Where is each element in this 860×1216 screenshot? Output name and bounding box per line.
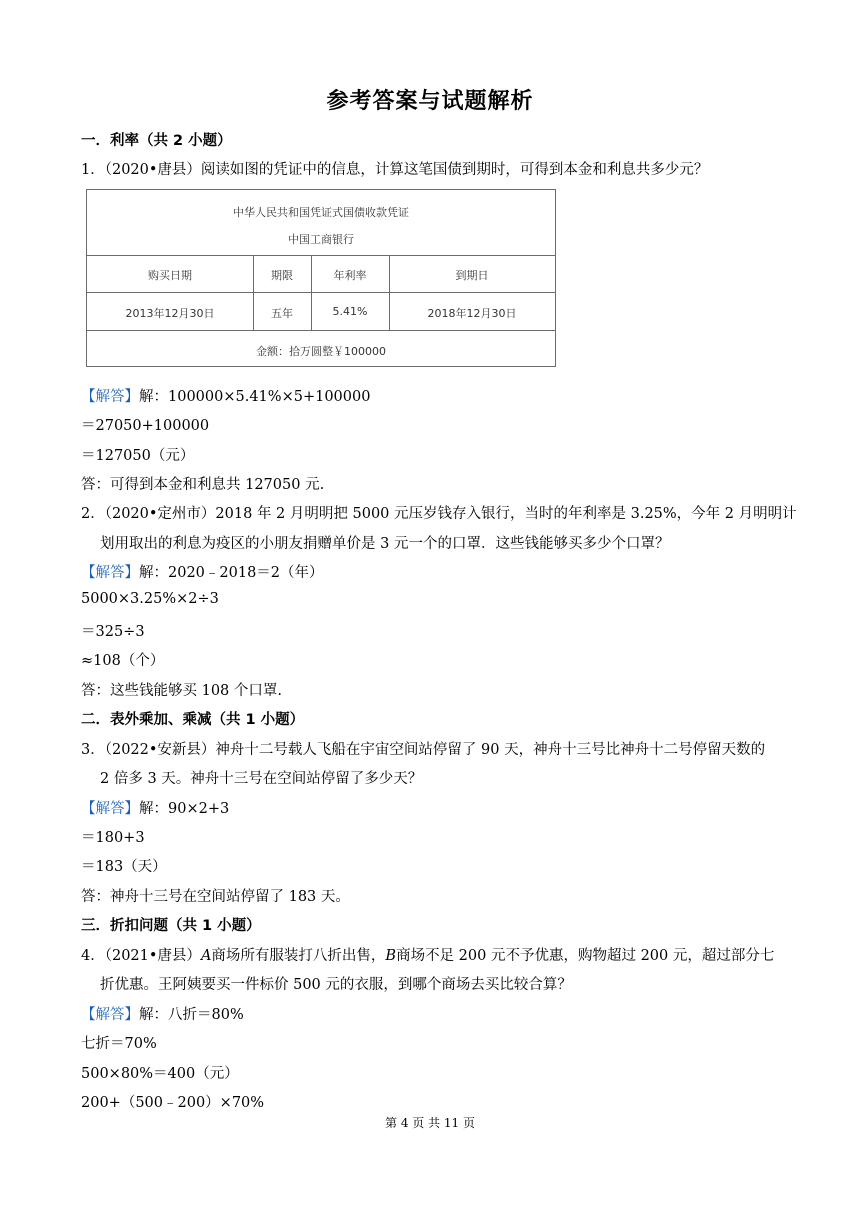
answer-line — [81, 1003, 781, 1024]
question-2-text: 2．（2020•定州市）2018 年 2 月明明把 5000 元压岁钱存入银行，当时的年利率是 3.25%，今年 2 月明明计 — [81, 506, 797, 522]
answer-text: 解：八折＝80% — [139, 1007, 244, 1023]
certificate-amount: 金额：拾万圆整￥100000 — [256, 345, 386, 358]
answer-tag: 【解答】 — [81, 389, 139, 405]
certificate-header-cell: 年利率 — [333, 269, 367, 282]
variable-a: A — [200, 948, 212, 964]
question-4-text-cont: 折优惠。王阿姨要买一件标价 500 元的衣服，到哪个商场去买比较合算？ — [100, 977, 572, 993]
answer-conclusion: 答：神舟十三号在空间站停留了 183 天。 — [81, 889, 350, 905]
answer-step: ≈108（个） — [81, 653, 165, 669]
answer-step: ＝127050（元） — [81, 448, 195, 464]
question-4-part: 商场所有服装打八折出售， — [211, 948, 386, 964]
certificate-bank: 中国工商银行 — [288, 233, 354, 246]
page-title: 参考答案与试题解析 — [326, 89, 534, 114]
page-number: 第 4 页 共 11 页 — [385, 1116, 475, 1130]
certificate-header-cell: 到期日 — [455, 269, 489, 282]
answer-step: 200+（500﹣200）×70% — [81, 1095, 265, 1111]
variable-b: B — [385, 948, 397, 964]
answer-line — [81, 385, 781, 406]
answer-conclusion: 答：可得到本金和利息共 127050 元. — [81, 477, 325, 493]
answer-step: ＝180+3 — [81, 830, 145, 846]
certificate-divider — [87, 292, 555, 293]
question-4-prefix: 4．（2021•唐县） — [81, 948, 201, 964]
certificate-value-cell: 五年 — [271, 307, 293, 320]
answer-line — [81, 561, 781, 582]
certificate-header-cell: 购买日期 — [148, 269, 192, 282]
certificate-divider — [87, 330, 555, 331]
answer-text: 解：100000×5.41%×5+100000 — [139, 389, 371, 405]
question-2-text-cont: 划用取出的利息为疫区的小朋友捐赠单价是 3 元一个的口罩．这些钱能够买多少个口罩？ — [100, 536, 670, 552]
answer-conclusion: 答：这些钱能够买 108 个口罩. — [81, 683, 283, 699]
section-heading-3: 三．折扣问题（共 1 小题） — [81, 918, 261, 934]
answer-text: 解：90×2+3 — [139, 801, 230, 817]
bond-certificate-image — [86, 189, 556, 367]
question-3-text: 3．（2022•安新县）神舟十二号载人飞船在宇宙空间站停留了 90 天，神舟十三号比神舟十二号停留天数的 — [81, 742, 766, 758]
certificate-value-cell: 2013年12月30日 — [125, 307, 215, 320]
answer-tag: 【解答】 — [81, 565, 139, 581]
answer-tag: 【解答】 — [81, 1007, 139, 1023]
answer-step: ＝27050+100000 — [81, 418, 210, 434]
answer-step: 500×80%＝400（元） — [81, 1066, 239, 1082]
certificate-value-cell: 2018年12月30日 — [427, 307, 517, 320]
question-4-text — [81, 944, 781, 965]
question-1-text: 1．（2020•唐县）阅读如图的凭证中的信息，计算这笔国债到期时，可得到本金和利息共多少元？ — [81, 162, 709, 178]
certificate-title: 中华人民共和国凭证式国债收款凭证 — [233, 206, 409, 219]
certificate-header-cell: 期限 — [271, 269, 293, 282]
certificate-value-cell: 5.41% — [332, 305, 368, 318]
answer-step: 七折＝70% — [81, 1036, 157, 1052]
answer-line — [81, 797, 781, 818]
answer-text: 解：2020﹣2018＝2（年） — [139, 565, 324, 581]
section-heading-2: 二．表外乘加、乘减（共 1 小题） — [81, 712, 305, 728]
question-4-part: 商场不足 200 元不予优惠，购物超过 200 元，超过部分七 — [396, 948, 775, 964]
question-3-text-cont: 2 倍多 3 天。神舟十三号在空间站停留了多少天？ — [100, 771, 423, 787]
certificate-divider — [87, 255, 555, 256]
answer-step: ＝325÷3 — [81, 624, 145, 640]
section-heading-1: 一．利率（共 2 小题） — [81, 133, 232, 149]
answer-step: 5000×3.25%×2÷3 — [81, 591, 219, 607]
answer-tag: 【解答】 — [81, 801, 139, 817]
answer-step: ＝183（天） — [81, 859, 167, 875]
